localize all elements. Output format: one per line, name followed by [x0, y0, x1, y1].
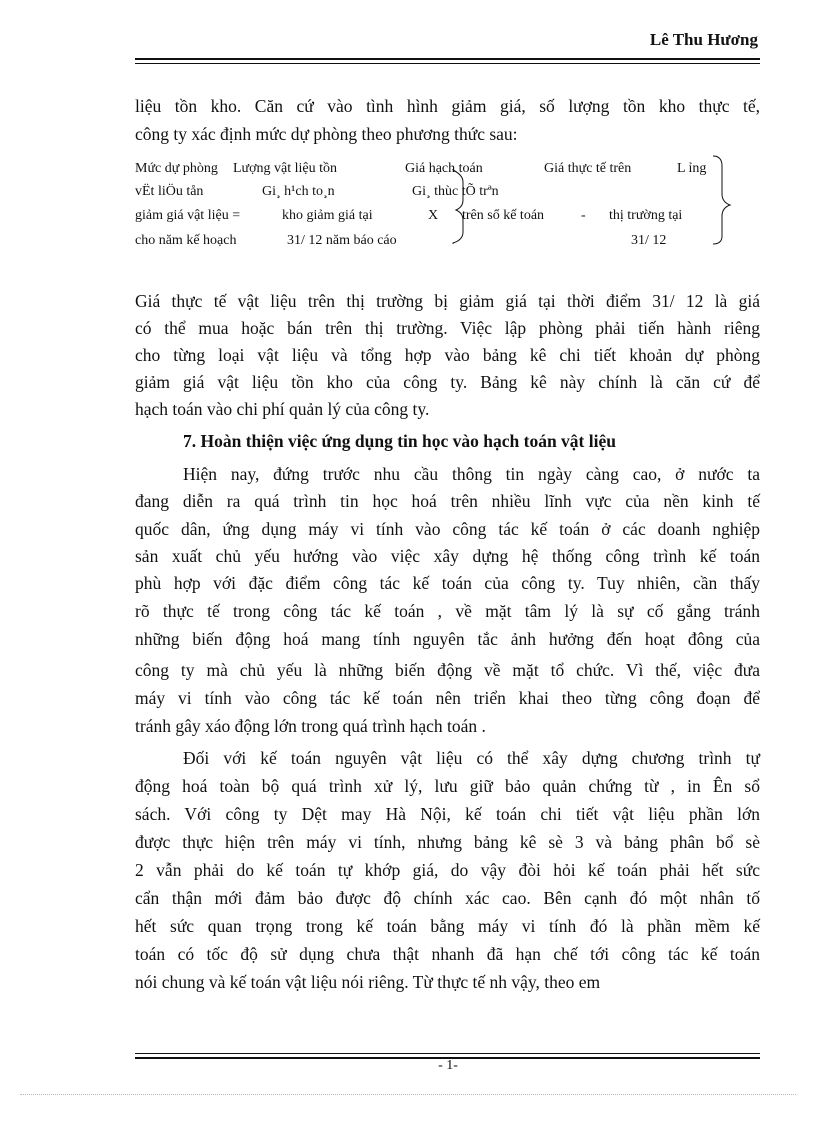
formula-text: Gi¸ thùc tÕ trªn — [412, 184, 499, 199]
paragraph-line: quốc dân, ứng dụng máy vi tính vào công tác kế toán ở các doanh nghiệp — [135, 519, 760, 539]
formula-text: giảm giá vật liệu = — [135, 208, 241, 223]
formula-text: Mức dự phòng — [135, 161, 218, 176]
formula-text: 31/ 12 năm báo cáo — [287, 233, 397, 248]
paragraph-line: có thể mua hoặc bán trên thị trường. Việc lập phòng phải tiến hành riêng — [135, 318, 760, 338]
intro-line-2: công ty xác định mức dự phòng theo phương thức sau: — [135, 124, 518, 144]
formula-text: X — [428, 208, 439, 223]
paragraph-line: công ty mà chủ yếu là những biến động về mặt tổ chức. Vì thế, việc đưa — [135, 660, 760, 680]
paragraph-line: những biến động hoá mang tính nguyên tắc ảnh hưởng đến hoạt đông của — [135, 629, 760, 649]
formula-text: thị trường tại — [609, 208, 683, 223]
formula-text: trên sổ kế toán — [462, 208, 545, 223]
paragraph-line: hết sức quan trọng trong kế toán bằng máy vi tính đó là phần mềm kế — [135, 916, 760, 936]
intro-line-1: liệu tồn kho. Căn cứ vào tình hình giảm giá, số lượng tồn kho thực tế, — [135, 96, 760, 116]
paragraph-line: cho từng loại vật liệu và tổng hợp vào bảng kê chi tiết khoản dự phòng — [135, 345, 760, 365]
paragraph-line: tránh gây xáo động lớn trong quá trình hạch toán . — [135, 716, 486, 736]
paragraph-line: sách. Với công ty Dệt may Hà Nội, kế toán chi tiết vật liệu phần lớn — [135, 804, 760, 824]
formula-text: cho năm kế hoạch — [135, 233, 237, 248]
paragraph-line: rõ thực tế trong công tác kế toán , về mặt tâm lý là sự cố gắng tránh — [135, 601, 760, 621]
section-heading: 7. Hoàn thiện việc ứng dụng tin học vào hạch toán vật liệu — [183, 431, 616, 451]
paragraph-line: động hoá toàn bộ quá trình xử lý, lưu giữ bảo quản chứng từ , in Ên sổ — [135, 776, 760, 796]
formula-text: Giá thực tế trên — [544, 161, 632, 176]
formula-text: Gi¸ h¹ch to¸n — [262, 184, 335, 199]
footer-rule-thin — [135, 1053, 760, 1054]
paragraph-line: phù hợp với đặc điểm công tác kế toán của công ty. Tuy nhiên, cần thấy — [135, 573, 760, 593]
paragraph-line: sản xuất chủ yếu hướng vào việc xây dựng hệ thống công trình kế toán — [135, 546, 760, 566]
paragraph-line: đang diễn ra quá trình tin học hoá trên nhiều lĩnh vực của nền kinh tế — [135, 491, 760, 511]
paragraph-line: nói chung và kế toán vật liệu nói riêng. Từ thực tế nh vậy, theo em — [135, 972, 601, 992]
formula-text: L ỉng — [677, 161, 707, 176]
formula-text: Giá hạch toán — [405, 161, 483, 176]
formula-text: Lượng vật liệu tồn — [233, 161, 338, 176]
formula-text: vËt liÖu tån — [135, 184, 204, 199]
paragraph-line: Giá thực tế vật liệu trên thị trường bị giảm giá tại thời điểm 31/ 12 là giá — [135, 291, 760, 311]
formula-braces — [0, 0, 816, 300]
paragraph-line: Đối với kế toán nguyên vật liệu có thể xây dựng chương trình tự — [183, 748, 760, 768]
paragraph-line: máy vi tính vào công tác kế toán nên triển khai theo từng công đoạn để — [135, 688, 760, 708]
paragraph-line: giảm giá vật liệu tồn kho của công ty. Bảng kê này chính là căn cứ để — [135, 372, 760, 392]
paragraph-line: cẩn thận mới đảm bảo được độ chính xác cao. Bên cạnh đó một nhân tố — [135, 888, 760, 908]
formula-text: - — [581, 208, 586, 223]
formula-text: 31/ 12 — [631, 233, 667, 248]
author-name: Lê Thu Hương — [649, 30, 758, 49]
paragraph-line: hạch toán vào chi phí quản lý của công ty. — [135, 399, 430, 419]
page-number: - 1- — [438, 1058, 458, 1073]
paragraph-line: Hiện nay, đứng trước nhu cầu thông tin ngày càng cao, ở nước ta — [183, 464, 760, 484]
page-edge-dots — [20, 1094, 796, 1095]
paragraph-line: được thực hiện trên máy vi tính, nhưng bảng kê sè 3 và bảng phân bổ sè — [135, 832, 760, 852]
paragraph-line: toán có tốc độ sử dụng chưa thật nhanh đã hạn chế tới công tác kế toán — [135, 944, 760, 964]
paragraph-line: 2 vẫn phải do kế toán tự khớp giá, do vậy đòi hỏi kế toán phải hết sức — [135, 860, 760, 880]
formula-text: kho giảm giá tại — [282, 208, 373, 223]
